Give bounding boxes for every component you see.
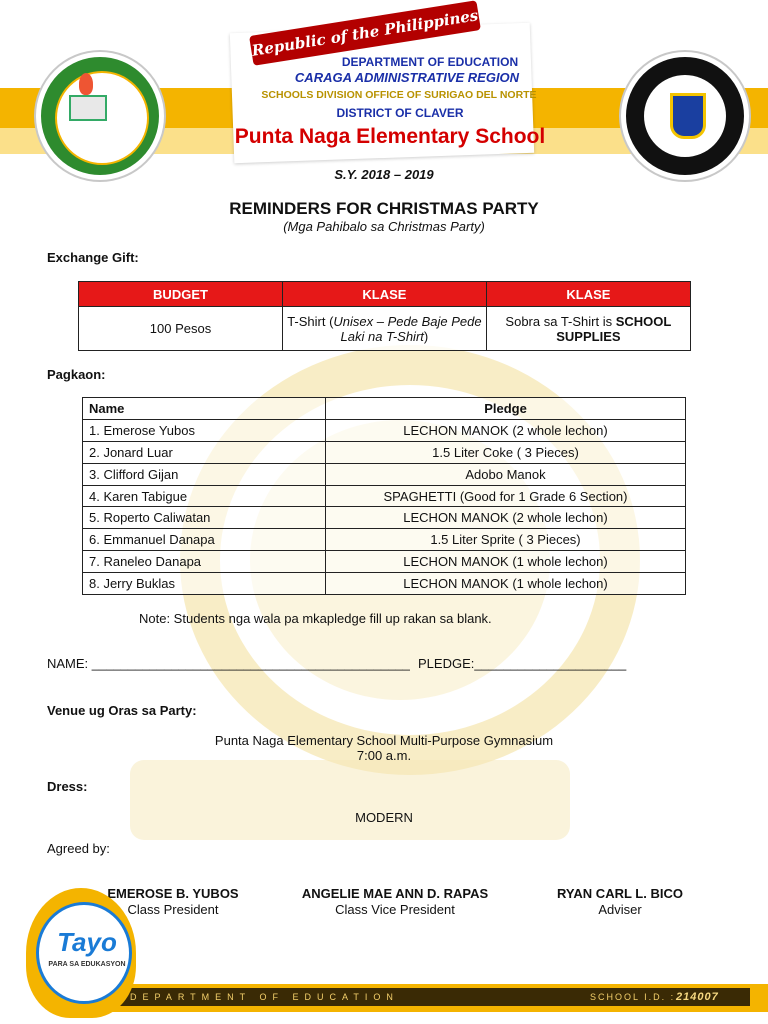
tayo-logo [26, 888, 136, 1018]
signatory-name: EMEROSE B. YUBOS [107, 886, 239, 901]
row-pledge: 1.5 Liter Coke ( 3 Pieces) [326, 441, 686, 463]
klase-tshirt-cell: T-Shirt (Unisex – Pede Baje Pede Laki na T-Shirt) [283, 307, 487, 351]
venue-label: Venue ug Oras sa Party: [47, 703, 197, 718]
division-label: SCHOOLS DIVISION OFFICE OF SURIGAO DEL NORTE [261, 89, 537, 101]
school-id-label: SCHOOL I.D. : [590, 992, 676, 1002]
row-name: 7. Raneleo Danapa [83, 551, 326, 573]
row-pledge: Adobo Manok [326, 463, 686, 485]
note-text: Note: Students nga wala pa mkapledge fill up rakan sa blank. [139, 611, 492, 626]
row-pledge: LECHON MANOK (2 whole lechon) [326, 507, 686, 529]
row-name: 4. Karen Tabigue [83, 485, 326, 507]
table-row [83, 551, 686, 573]
school-name: Punta Naga Elementary School [234, 125, 546, 148]
table-row [83, 485, 686, 507]
division-seal-logo [621, 52, 749, 180]
row-name: 2. Jonard Luar [83, 441, 326, 463]
row-name: 6. Emmanuel Danapa [83, 529, 326, 551]
school-id-value: 214007 [676, 991, 719, 1003]
name-blank-field[interactable]: NAME: ____________________________________________ [47, 656, 410, 671]
row-name: 8. Jerry Buklas [83, 573, 326, 595]
table-row [83, 507, 686, 529]
venue-time: 7:00 a.m. [356, 748, 412, 763]
signatory-name: RYAN CARL L. BICO [557, 886, 683, 901]
row-name: 3. Clifford Gijan [83, 463, 326, 485]
table-row [83, 463, 686, 485]
district-label: DISTRICT OF CLAVER [336, 106, 464, 120]
torch-icon [79, 73, 93, 95]
shield-icon [670, 93, 706, 139]
region-label: CARAGA ADMINISTRATIVE REGION [294, 70, 520, 85]
watermark-ribbon [130, 760, 570, 840]
row-pledge: LECHON MANOK (2 whole lechon) [326, 419, 686, 441]
department-label: DEPARTMENT OF EDUCATION [341, 55, 519, 69]
footer-department-text: DEPARTMENT OF EDUCATION [130, 992, 399, 1002]
pagkaon-label: Pagkaon: [47, 367, 106, 382]
table-row [83, 573, 686, 595]
page-title: REMINDERS FOR CHRISTMAS PARTY [229, 199, 539, 218]
dress-value: MODERN [355, 810, 413, 825]
klase-header: KLASE [283, 282, 487, 307]
row-name: 1. Emerose Yubos [83, 419, 326, 441]
pledge-header: Pledge [326, 398, 686, 420]
budget-cell: 100 Pesos [79, 307, 283, 351]
pledge-blank-field[interactable]: PLEDGE:_____________________ [418, 656, 627, 671]
table-row [83, 441, 686, 463]
exchange-gift-table [78, 281, 691, 351]
name-header: Name [83, 398, 326, 420]
agreed-by-label: Agreed by: [47, 841, 110, 856]
dress-label: Dress: [47, 779, 88, 794]
row-pledge: LECHON MANOK (1 whole lechon) [326, 573, 686, 595]
pagkaon-table [82, 397, 686, 595]
row-name: 5. Roperto Caliwatan [83, 507, 326, 529]
table-row [83, 419, 686, 441]
budget-header: BUDGET [79, 282, 283, 307]
signatory-name: ANGELIE MAE ANN D. RAPAS [301, 886, 489, 901]
exchange-gift-label: Exchange Gift: [47, 250, 139, 265]
tayo-word: Tayo [57, 927, 117, 957]
republic-banner: Republic of the Philippines [249, 0, 481, 66]
klase-header-2: KLASE [486, 282, 690, 307]
klase-supplies-cell: Sobra sa T-Shirt is SCHOOL SUPPLIES [486, 307, 690, 351]
district-seal-logo [36, 52, 164, 180]
signatory-role: Class Vice President [335, 902, 455, 917]
school-year: S.Y. 2018 – 2019 [334, 167, 434, 182]
row-pledge: LECHON MANOK (1 whole lechon) [326, 551, 686, 573]
tayo-subtitle: PARA SA EDUKASYON [48, 961, 126, 968]
signatory-role: Adviser [598, 902, 642, 917]
table-row [83, 529, 686, 551]
signatory-role: Class President [127, 902, 219, 917]
page-subtitle: (Mga Pahibalo sa Christmas Party) [283, 219, 485, 234]
venue-place: Punta Naga Elementary School Multi-Purpose Gymnasium [214, 733, 554, 748]
book-icon [69, 95, 107, 121]
footer-dark-band [110, 988, 750, 1006]
row-pledge: SPAGHETTI (Good for 1 Grade 6 Section) [326, 485, 686, 507]
row-pledge: 1.5 Liter Sprite ( 3 Pieces) [326, 529, 686, 551]
